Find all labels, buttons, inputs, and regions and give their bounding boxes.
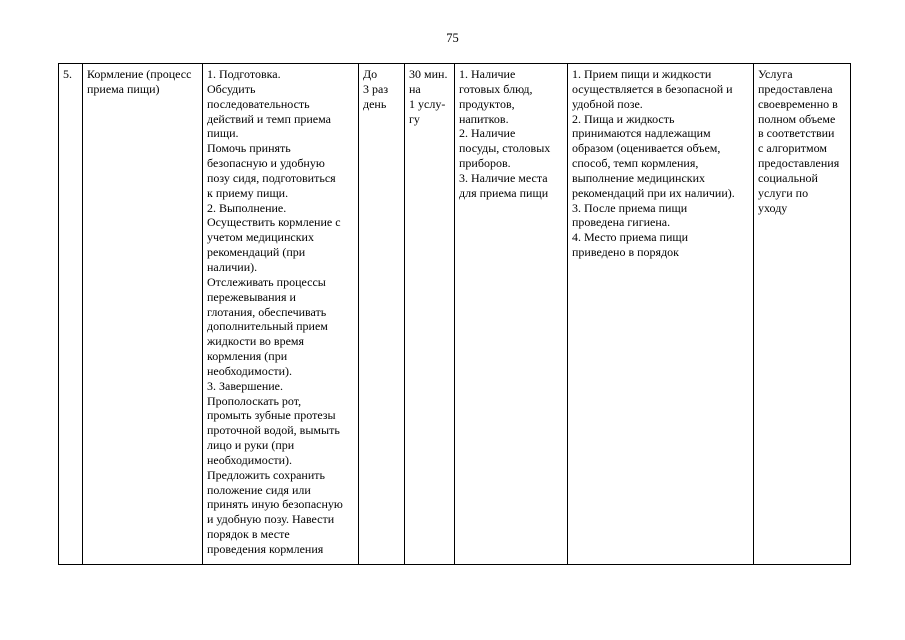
service-name: Кормление (процесс приема пищи) [87, 67, 192, 96]
duration-text: 30 мин. на 1 услу- гу [409, 67, 448, 126]
duration-cell [405, 64, 455, 565]
table-row [59, 64, 851, 565]
row-number-cell [59, 64, 83, 565]
procedure-cell [203, 64, 359, 565]
conditions-text: 1. Наличие готовых блюд, продуктов, напитков. 2. Наличие посуды, столовых приборов. 3. Наличие места для приема пищи [459, 67, 551, 200]
evaluation-cell [754, 64, 851, 565]
frequency-cell [359, 64, 405, 565]
service-standard-table [58, 63, 851, 565]
results-cell [568, 64, 754, 565]
conditions-cell [455, 64, 568, 565]
row-number: 5. [63, 67, 72, 81]
evaluation-text: Услуга предоставлена своевременно в полном объеме в соответствии с алгоритмом предоставления социальной услуги по уходу [758, 67, 840, 215]
page-number: 75 [446, 31, 459, 45]
procedure-text: 1. Подготовка. Обсудить последовательность действий и темп приема пищи. Помочь принять безопасную и удобную позу сидя, подготовиться к приему пищи. 2. Выполнение. Осуществить кормление с учетом медицинских рекомендаций (при наличии). Отслеживать процессы пережевывания и глотания, обеспечивать дополнительный прием жидкости во время кормления (при необходимости). 3. Завершение. Прополоскать рот, промыть зубные протезы проточной водой, вымыть лицо и руки (при необходимости). Предложить сохранить положение сидя или принять иную безопасную и удобную позу. Навести порядок в месте проведения кормления [207, 67, 343, 556]
results-text: 1. Прием пищи и жидкости осуществляется в безопасной и удобной позе. 2. Пища и жидкость принимаются надлежащим образом (оценивается объем, способ, темп кормления, выполнение медицинских рекомендаций при их наличии). 3. После приема пищи проведена гигиена. 4. Место приема пищи приведено в порядок [572, 67, 735, 260]
service-name-cell [83, 64, 203, 565]
frequency-text: До 3 раз день [363, 67, 389, 111]
